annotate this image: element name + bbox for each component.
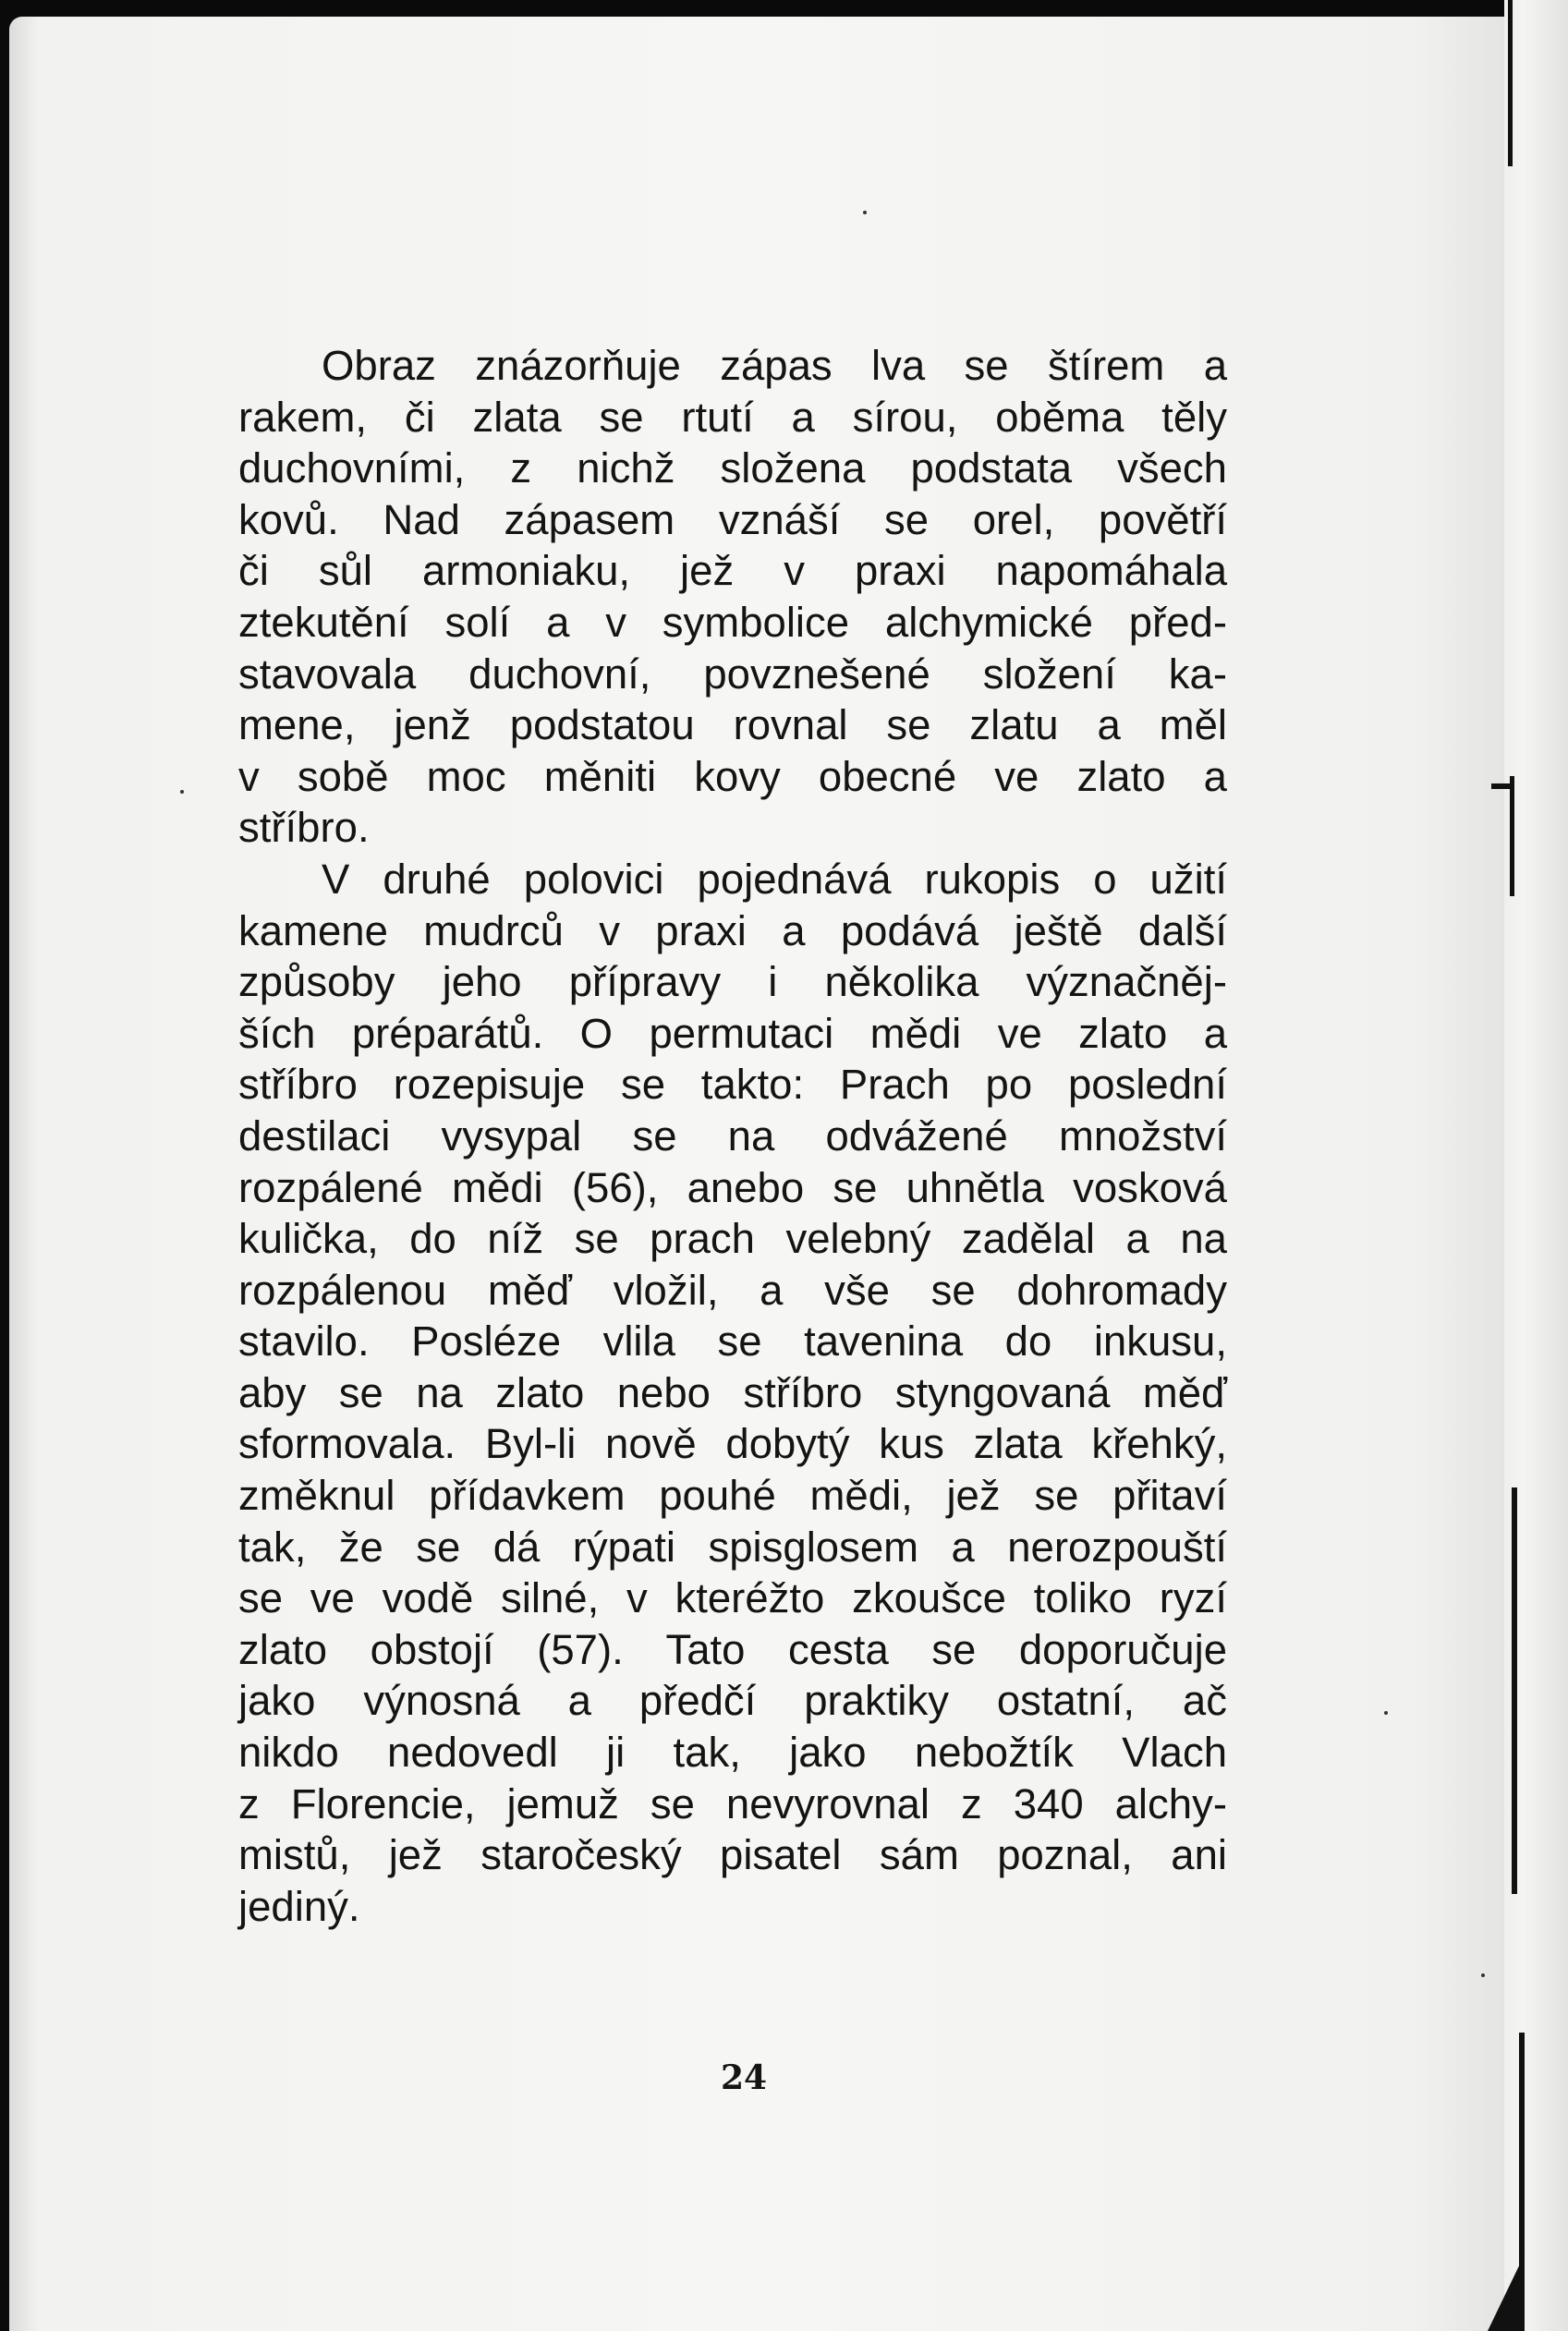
text-line: rakem, či zlata se rtutí a sírou, oběma těly [238,393,1227,441]
text-line: způsoby jeho přípravy i několika význačněj- [238,958,1227,1006]
edge-mark-upper [1510,776,1514,896]
text-line: stavovala duchovní, povznešené složení ka- [238,650,1227,698]
text-line: kamene mudrců v praxi a podává ještě další [238,906,1227,954]
text-line: rozpálené mědi (56), anebo se uhnětla vosková [238,1163,1227,1211]
text-line: aby se na zlato nebo stříbro styngovaná měď [238,1368,1227,1416]
text-line: kovů. Nad zápasem vznáší se orel, povětří [238,495,1227,543]
page-number: 24 [720,2058,768,2097]
text-line: jako výnosná a předčí praktiky ostatní, ač [238,1677,1227,1725]
text-line: jediný. [238,1882,360,1930]
text-line: stříbro. [238,804,370,852]
scan-speck [180,790,184,794]
text-line: Obraz znázorňuje zápas lva se štírem a [322,342,1227,389]
text-line: mistů, jež staročeský pisatel sám poznal, ani [238,1831,1227,1879]
text-line: se ve vodě silné, v kteréžto zkoušce toliko ryzí [238,1574,1227,1622]
text-line: v sobě moc měniti kovy obecné ve zlato a [238,752,1227,800]
edge-mark-lower [1512,1487,1517,1894]
scan-speck [863,211,867,214]
text-line: V druhé polovici pojednává rukopis o užití [322,855,1227,903]
scan-speck [1481,1973,1485,1977]
text-line: kulička, do níž se prach velebný zadělal a na [238,1215,1227,1263]
text-line: rozpálenou měď vložil, a vše se dohromady [238,1266,1227,1314]
page-edge [1504,0,1568,2331]
text-line: či sůl armoniaku, jež v praxi napomáhala [238,547,1227,595]
text-line: mene, jenž podstatou rovnal se zlatu a měl [238,701,1227,749]
text-line: ztekutění solí a v symbolice alchymické před- [238,598,1227,646]
edge-mark-top [1508,0,1513,166]
text-line: tak, že se dá rýpati spisglosem a nerozpouští [238,1523,1227,1571]
text-line: stříbro rozepisuje se takto: Prach po poslední [238,1061,1227,1109]
body-text [238,340,1227,1932]
text-line: sformovala. Byl-li nově dobytý kus zlata křehký, [238,1420,1227,1468]
text-line: nikdo nedovedl ji tak, jako nebožtík Vlach [238,1729,1227,1777]
text-line: ších préparátů. O permutaci mědi ve zlato a [238,1009,1227,1057]
edge-mark-notch [1491,783,1512,789]
text-line: změknul přídavkem pouhé mědi, jež se přitaví [238,1472,1227,1520]
text-line: destilaci vysypal se na odvážené množství [238,1111,1227,1159]
text-line: duchovními, z nichž složena podstata všech [238,444,1227,492]
scan-speck [1384,1711,1388,1715]
text-line: z Florencie, jemuž se nevyrovnal z 340 alchy- [238,1779,1227,1827]
text-line: zlato obstojí (57). Tato cesta se doporučuje [238,1625,1227,1673]
text-line: stavilo. Posléze vlila se tavenina do inkusu, [238,1317,1227,1366]
